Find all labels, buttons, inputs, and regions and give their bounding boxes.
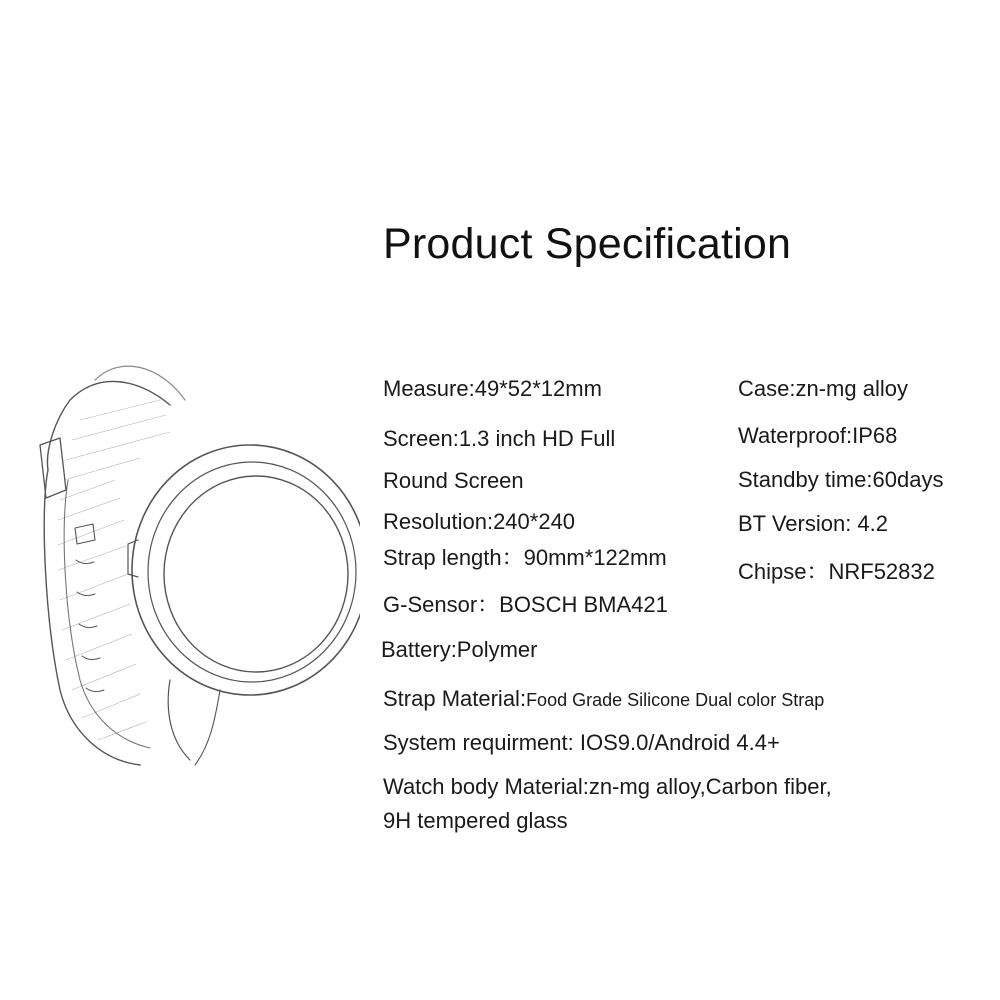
spec-measure: Measure:49*52*12mm [383, 376, 602, 401]
spec-case: Case:zn-mg alloy [738, 376, 908, 401]
spec-waterproof: Waterproof:IP68 [738, 423, 898, 448]
spec-strap-material-value: Food Grade Silicone Dual color Strap [526, 690, 825, 710]
spec-system-requirement: System requirment: IOS9.0/Android 4.4+ [383, 730, 780, 755]
smartwatch-sketch-illustration [20, 360, 360, 780]
spec-screen-line1: Screen:1.3 inch HD Full [383, 426, 616, 451]
spec-strap-material [383, 684, 824, 715]
spec-body-material-line1: Watch body Material:zn-mg alloy,Carbon fiber, [383, 774, 832, 799]
spec-screen-line2: Round Screen [383, 468, 524, 493]
spec-standby: Standby time:60days [738, 467, 944, 492]
spec-strap-length: Strap length：90mm*122mm [383, 545, 667, 570]
spec-strap-material-label: Strap Material: [383, 686, 527, 711]
spec-chipset: Chipse：NRF52832 [738, 559, 935, 584]
spec-body-material-line2: 9H tempered glass [383, 808, 568, 833]
spec-bt-version: BT Version: 4.2 [738, 511, 889, 536]
spec-resolution: Resolution:240*240 [383, 509, 576, 534]
page-title: Product Specification [383, 220, 792, 268]
spec-g-sensor: G-Sensor：BOSCH BMA421 [383, 592, 668, 617]
spec-battery: Battery:Polymer [381, 637, 538, 662]
